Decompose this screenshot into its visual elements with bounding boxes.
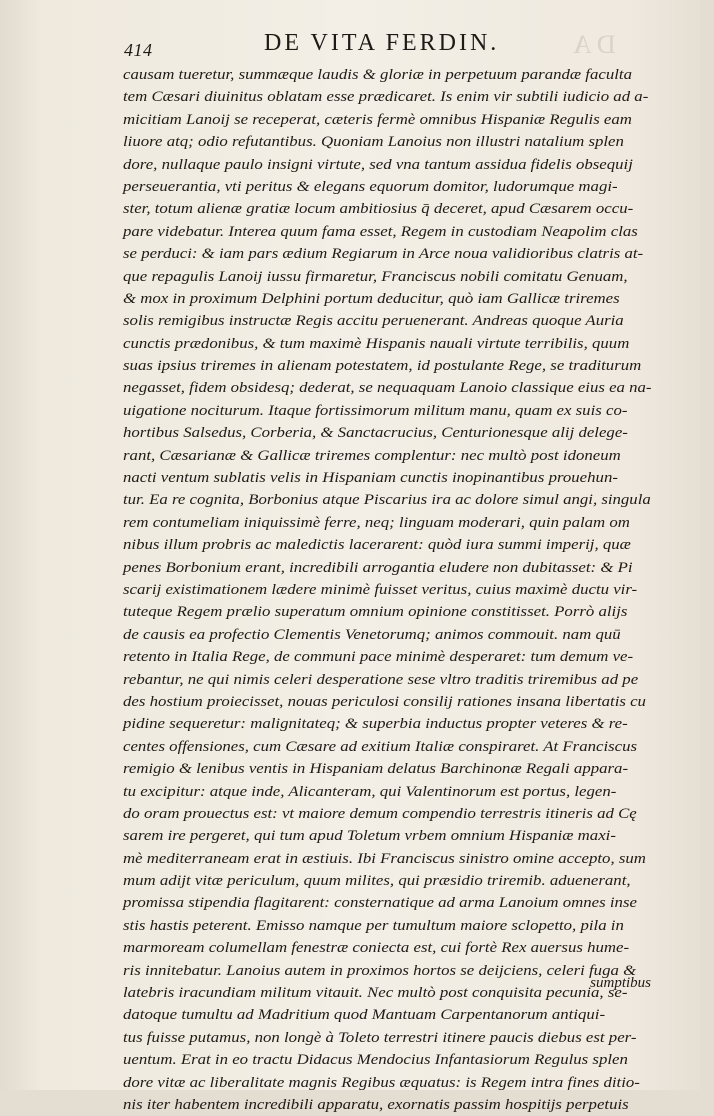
text-line: pare videbatur. Interea quum fama esset, Regem in custodiam Neapolim clas	[123, 223, 638, 240]
text-line: causam tueretur, summæque laudis & gloriæ in perpetuum parandæ faculta	[123, 67, 632, 83]
text-line: sarem ire pergeret, qui tum apud Toletum vrbem omnium Hispaniæ maxi-	[123, 828, 616, 845]
text-line: marmoream columellam fenestræ coniecta est, cui fortè Rex auersus hume-	[123, 940, 630, 957]
text-line: pidine sequeretur: malignitateq; & superbia inductus propter veteres & re-	[123, 716, 628, 733]
text-line: dore, nullaque paulo insigni virtute, sed vna tantum assidua fidelis obsequij	[123, 156, 633, 173]
text-line: tuteque Regem prælio superatum omnium opinione constitisset. Porrò alijs	[123, 604, 628, 621]
text-line: datoque tumultu ad Madritium quod Mantuam Carpentanorum antiqui-	[123, 1007, 606, 1024]
text-line: tus fuisse putamus, non longè à Toleto terrestri itinere paucis diebus est per-	[123, 1029, 637, 1046]
text-line: rebantur, ne qui nimis celeri desperatione sese vltro traditis triremibus ad pe	[123, 671, 639, 688]
text-line: nacti ventum sublatis velis in Hispaniam cunctis inopinantibus prouehun-	[123, 470, 618, 487]
text-line: stis hastis peterent. Emisso namque per tumultum maiore sclopetto, pila in	[123, 917, 624, 934]
text-line: nibus illum probris ac maledictis lacerarent: quòd iura summi imperij, quæ	[123, 537, 631, 554]
bleed-through-text: DA	[568, 30, 616, 59]
text-line: perseuerantia, vti peritus & elegans equorum domitor, ludorumque magi-	[123, 178, 618, 195]
text-line: que repagulis Lanoij iussu firmaretur, Franciscus nobili comitatu Genuam,	[123, 268, 628, 285]
text-line: mè mediterraneam erat in æstiuis. Ibi Franciscus sinistro omine accepto, sum	[123, 850, 646, 867]
page-number: 414	[124, 40, 153, 60]
text-line: uigatione nociturum. Itaque fortissimorum militum manu, quam ex suis co-	[123, 402, 628, 419]
text-line: ster, totum alienæ gratiæ locum ambitiosius q̄ deceret, apud Cæsarem occu-	[123, 201, 634, 218]
text-line: centes offensiones, cum Cæsare ad exitium Italiæ conspiraret. At Franciscus	[123, 738, 638, 755]
text-line: solis remigibus instructæ Regis accitu peruenerant. Andreas quoque Auria	[123, 313, 624, 330]
text-line: do oram prouectus est: vt maiore demum compendio terrestris itineris ad Cę	[123, 805, 637, 822]
text-line: se perduci: & iam pars ædium Regiarum in Arce noua validioribus clatris at-	[123, 246, 644, 263]
running-head: DE VITA FERDIN.	[264, 30, 500, 56]
text-line: suas ipsius triremes in alienam potestatem, id postulante Rege, se traditurum	[123, 358, 642, 375]
text-line: tur. Ea re cognita, Borbonius atque Piscarius ira ac dolore simul angi, singula	[123, 492, 651, 509]
text-line: remigio & lenibus ventis in Hispaniam delatus Barchinonæ Regali appara-	[123, 761, 629, 778]
page-header	[120, 28, 570, 60]
text-line: rem contumeliam iniquissimè ferre, neq; linguam moderari, quin palam om	[123, 514, 630, 531]
text-line: hortibus Salsedus, Corberia, & Sanctacrucius, Centurionesque alij delege-	[123, 425, 628, 442]
text-line: latebris iracundiam militum vitauit. Nec multò post conquisita pecunia, se-	[123, 985, 628, 1002]
text-line: mum adijt vitæ periculum, quum milites, qui præsidio triremib. aduenerant,	[123, 873, 631, 890]
text-line: tu excipitur: atque inde, Alicanteram, qui Valentinorum est portus, legen-	[123, 783, 617, 800]
text-line: dore vitæ ac liberalitate magnis Regibus æquatus: is Regem intra fines ditio-	[123, 1074, 640, 1091]
text-line: promissa stipendia flagitarent: consternatique ad arma Lanoium omnes inse	[123, 895, 637, 912]
text-line: ris innitebatur. Lanoius autem in proximos hortos se deijciens, celeri fuga &	[123, 962, 637, 979]
text-line: negasset, fidem obsidesq; dederat, se nequaquam Lanoio classique eius ea na-	[123, 380, 652, 397]
text-line: penes Borbonium erant, incredibili arrogantia eludere non dubitasset: & Pi	[123, 559, 633, 576]
body-text	[123, 64, 651, 1116]
text-line: scarij existimationem lædere minimè fuisset veritus, cuius maximè ductu vir-	[123, 581, 638, 598]
text-line: de causis ea profectio Clementis Venetorumq; animos commouit. nam quū	[123, 626, 621, 643]
text-line: nis iter habentem incredibili apparatu, exornatis passim hospitijs perpetuis	[123, 1096, 629, 1113]
catchword-line	[123, 972, 651, 994]
text-line: tem Cæsari diuinitus oblatam esse prædicaret. Is enim vir subtili iudicio ad a-	[123, 89, 649, 106]
catchword: sumptibus	[590, 975, 651, 991]
text-line: & mox in proximum Delphini portum deducitur, quò iam Gallicæ triremes	[123, 290, 620, 307]
text-line: liuore atq; odio refutantibus. Quoniam Lanoius non illustri natalium splen	[123, 134, 624, 151]
text-line: retento in Italia Rege, de communi pace minimè desperaret: tum demum ve-	[123, 649, 634, 666]
text-line: rant, Cæsarianæ & Gallicæ triremes complentur: nec multò post idoneum	[123, 447, 621, 464]
text-line: cunctis prædonibus, & tum maximè Hispanis nauali virtute terribilis, quum	[123, 335, 630, 352]
text-line: des hostium proiecisset, nouas periculosi consilij rationes insana libertatis cu	[123, 693, 646, 710]
text-line: uentum. Erat in eo tractu Didacus Mendocius Infantasiorum Regulus splen	[123, 1052, 628, 1069]
text-line: micitiam Lanoij se receperat, cæteris fermè omnibus Hispaniæ Regulis eam	[123, 111, 632, 128]
